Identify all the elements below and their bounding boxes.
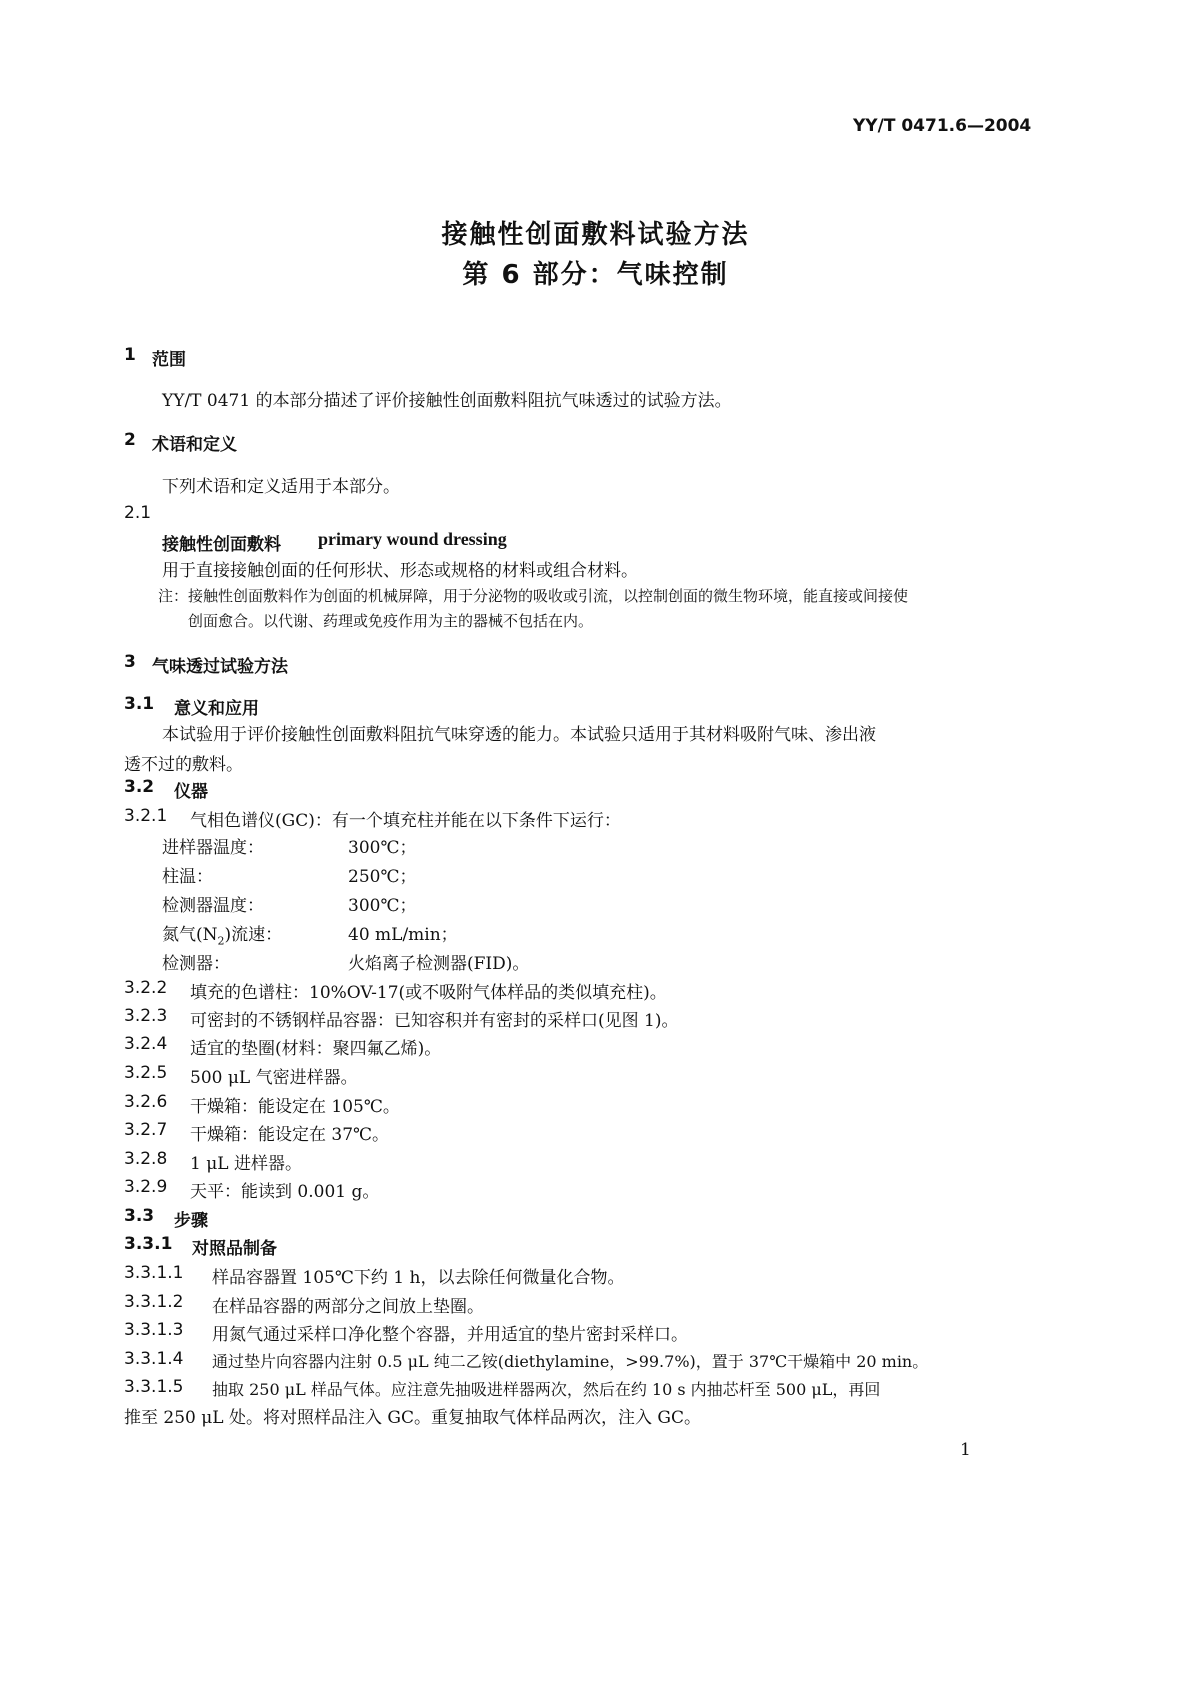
item-3-2-5-text: 500 μL 气密进样器。: [190, 1068, 358, 1088]
step-3-3-1-5-number: 3.3.1.5: [124, 1377, 184, 1397]
condition-value: 40 mL/min；: [348, 925, 458, 945]
step-3-3-1-1-number: 3.3.1.1: [124, 1263, 184, 1283]
section-2-body: 下列术语和定义适用于本部分。: [162, 477, 400, 497]
condition-label: 检测器：: [162, 954, 230, 974]
section-3-1-line-1: 本试验用于评价接触性创面敷料阻抗气味穿透的能力。本试验只适用于其材料吸附气味、渗出液: [162, 725, 876, 745]
step-3-3-1-2-text: 在样品容器的两部分之间放上垫圈。: [212, 1297, 484, 1317]
item-3-2-2-number: 3.2.2: [124, 978, 168, 998]
item-3-2-4-text: 适宜的垫圈(材料：聚四氟乙烯)。: [190, 1039, 442, 1059]
section-3-number: 3: [124, 652, 136, 672]
step-3-3-1-4-text: 通过垫片向容器内注射 0.5 μL 纯二乙铵(diethylamine，>99.7%)，置于 37℃干燥箱中 20 min。: [212, 1352, 929, 1371]
item-3-2-9-text: 天平：能读到 0.001 g。: [190, 1182, 380, 1202]
step-3-3-1-3-text: 用氮气通过采样口净化整个容器，并用适宜的垫片密封采样口。: [212, 1325, 688, 1345]
step-3-3-1-1-text: 样品容器置 105℃下约 1 h，以去除任何微量化合物。: [212, 1268, 625, 1288]
section-3-title: 气味透过试验方法: [152, 657, 288, 677]
section-3-1-number: 3.1: [124, 694, 155, 714]
note-line-2: 创面愈合。以代谢、药理或免疫作用为主的器械不包括在内。: [188, 612, 594, 630]
title-line-1: 接触性创面敷料试验方法: [441, 220, 750, 250]
condition-value: 火焰离子检测器(FID)。: [348, 954, 530, 974]
condition-label: [162, 920, 282, 947]
item-3-2-7-text: 干燥箱：能设定在 37℃。: [190, 1125, 390, 1145]
term-en: primary wound dressing: [318, 529, 507, 549]
section-3-3-1-number: 3.3.1: [124, 1234, 173, 1254]
item-3-2-5-number: 3.2.5: [124, 1063, 168, 1083]
item-3-2-3-text: 可密封的不锈钢样品容器：已知容积并有密封的采样口(见图 1)。: [190, 1011, 679, 1031]
condition-value: 250℃；: [348, 867, 417, 887]
condition-value: 300℃；: [348, 896, 417, 916]
condition-label: 进样器温度：: [162, 838, 264, 858]
section-3-1-line-2: 透不过的敷料。: [124, 755, 243, 775]
item-3-2-9-number: 3.2.9: [124, 1177, 168, 1197]
section-1-body: YY/T 0471 的本部分描述了评价接触性创面敷料阻抗气味透过的试验方法。: [162, 391, 732, 411]
section-1-number: 1: [124, 345, 136, 365]
section-3-3-number: 3.3: [124, 1206, 155, 1226]
condition-label-part: )流速：: [224, 925, 283, 945]
item-3-2-1-number: 3.2.1: [124, 806, 168, 826]
condition-value: 300℃；: [348, 838, 417, 858]
item-3-2-3-number: 3.2.3: [124, 1006, 168, 1026]
item-3-2-6-number: 3.2.6: [124, 1092, 168, 1112]
page-number: 1: [960, 1440, 971, 1460]
step-3-3-1-4-number: 3.3.1.4: [124, 1349, 184, 1369]
section-3-2-number: 3.2: [124, 777, 155, 797]
section-1-title: 范围: [152, 350, 186, 370]
condition-label: 柱温：: [162, 867, 213, 887]
item-3-2-8-text: 1 μL 进样器。: [190, 1154, 302, 1174]
condition-label: 检测器温度：: [162, 896, 264, 916]
term-definition: 用于直接接触创面的任何形状、形态或规格的材料或组合材料。: [162, 561, 638, 581]
title-line-2: 第 6 部分：气味控制: [462, 260, 729, 290]
term-cn: 接触性创面敷料: [162, 535, 281, 555]
item-3-2-7-number: 3.2.7: [124, 1120, 168, 1140]
section-3-3-1-title: 对照品制备: [192, 1239, 277, 1259]
item-3-2-6-text: 干燥箱：能设定在 105℃。: [190, 1097, 400, 1117]
section-2-title: 术语和定义: [152, 435, 237, 455]
section-2-1-number: 2.1: [124, 503, 152, 523]
step-3-3-1-3-number: 3.3.1.3: [124, 1320, 184, 1340]
step-3-3-1-5-text: 抽取 250 μL 样品气体。应注意先抽吸进样器两次，然后在约 10 s 内抽芯杆至 500 μL，再回: [212, 1380, 881, 1399]
step-3-3-1-5-continuation: 推至 250 μL 处。将对照样品注入 GC。重复抽取气体样品两次，注入 GC。: [124, 1408, 701, 1428]
item-3-2-8-number: 3.2.8: [124, 1149, 168, 1169]
standard-number: YY/T 0471.6—2004: [853, 116, 1032, 136]
item-3-2-4-number: 3.2.4: [124, 1034, 168, 1054]
item-3-2-2-text: 填充的色谱柱：10%OV-17(或不吸附气体样品的类似填充柱)。: [190, 983, 667, 1003]
condition-label-subscript: 2: [217, 934, 225, 948]
step-3-3-1-2-number: 3.3.1.2: [124, 1292, 184, 1312]
section-2-number: 2: [124, 430, 136, 450]
note-line-1: 注：接触性创面敷料作为创面的机械屏障，用于分泌物的吸收或引流，以控制创面的微生物环境，能直接或间接使: [158, 587, 909, 605]
condition-label-part: 氮气(N: [162, 925, 218, 945]
section-3-1-title: 意义和应用: [174, 699, 259, 719]
section-3-2-title: 仪器: [174, 782, 208, 802]
section-3-3-title: 步骤: [174, 1211, 208, 1231]
item-3-2-1-text: 气相色谱仪(GC)：有一个填充柱并能在以下条件下运行：: [190, 811, 621, 831]
